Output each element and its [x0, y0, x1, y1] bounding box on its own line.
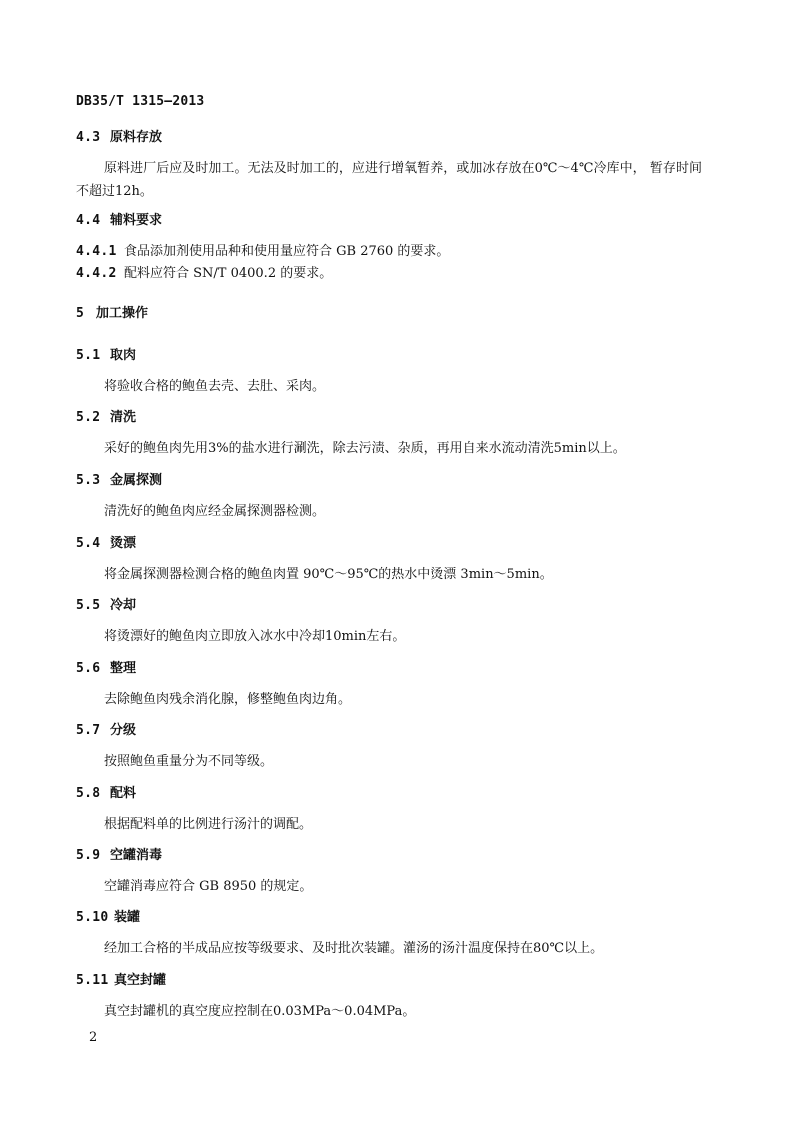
section-number: 5.7 — [76, 723, 101, 738]
section-paragraph-5-3: 清洗好的鲍鱼肉应经金属探测器检测。 — [104, 504, 326, 519]
section-heading-5-2 — [76, 408, 136, 428]
section-title: 冷却 — [110, 598, 137, 613]
clause-number: 4.4.1 — [76, 244, 117, 259]
section-title: 真空封罐 — [114, 973, 167, 988]
section-heading-4-3 — [76, 128, 162, 148]
section-paragraph-5-11: 真空封罐机的真空度应控制在0.03MPa～0.04MPa。 — [104, 1004, 416, 1019]
section-title: 取肉 — [110, 348, 137, 363]
section-heading-5-10 — [76, 908, 140, 928]
section-number: 5.6 — [76, 661, 101, 676]
section-heading-5-6 — [76, 659, 136, 679]
section-paragraph-5-8: 根据配料单的比例进行汤汁的调配。 — [104, 817, 313, 832]
section-heading-5-4 — [76, 534, 136, 554]
section-heading-5-1 — [76, 346, 136, 366]
section-title: 辅料要求 — [110, 213, 163, 228]
section-heading-5-7 — [76, 721, 136, 741]
section-paragraph-5-9: 空罐消毒应符合 GB 8950 的规定。 — [104, 879, 313, 894]
section-heading-5-9 — [76, 846, 162, 866]
clause-4-4-2 — [76, 264, 332, 284]
section-number: 5.10 — [76, 910, 109, 925]
document-code: DB35/T 1315—2013 — [76, 94, 205, 109]
section-number: 5.2 — [76, 410, 101, 425]
section-title: 原料存放 — [110, 130, 163, 145]
section-number: 4.3 — [76, 130, 101, 145]
chapter-heading-5 — [76, 304, 148, 324]
section-title: 烫漂 — [110, 536, 137, 551]
section-heading-5-8 — [76, 784, 136, 804]
section-paragraph-5-5: 将烫漂好的鲍鱼肉立即放入冰水中冷却10min左右。 — [104, 629, 406, 644]
clause-4-4-1 — [76, 242, 449, 262]
section-title: 清洗 — [110, 410, 137, 425]
section-number: 5.4 — [76, 536, 101, 551]
clause-number: 4.4.2 — [76, 266, 117, 281]
section-title: 整理 — [110, 661, 137, 676]
section-paragraph-5-1: 将验收合格的鲍鱼去壳、去肚、采肉。 — [104, 379, 326, 394]
section-title: 金属探测 — [110, 473, 163, 488]
section-paragraph-5-7: 按照鲍鱼重量分为不同等级。 — [104, 754, 274, 769]
section-heading-4-4 — [76, 211, 162, 231]
clause-text: 食品添加剂使用品种和使用量应符合 GB 2760 的要求。 — [124, 244, 450, 259]
page-number: 2 — [89, 1030, 98, 1045]
section-number: 5.9 — [76, 848, 101, 863]
section-title: 分级 — [110, 723, 137, 738]
section-number: 5.5 — [76, 598, 101, 613]
section-title: 装罐 — [114, 910, 141, 925]
section-number: 5.1 — [76, 348, 101, 363]
section-paragraph-5-4: 将金属探测器检测合格的鲍鱼肉置 90℃～95℃的热水中烫漂 3min～5min。 — [104, 567, 553, 582]
section-number: 5.8 — [76, 786, 101, 801]
section-heading-5-3 — [76, 471, 162, 491]
section-number: 4.4 — [76, 213, 101, 228]
chapter-number: 5 — [76, 306, 85, 321]
section-title: 空罐消毒 — [110, 848, 163, 863]
chapter-title: 加工操作 — [96, 306, 149, 321]
section-number: 5.11 — [76, 973, 109, 988]
clause-text: 配料应符合 SN/T 0400.2 的要求。 — [124, 266, 333, 281]
section-title: 配料 — [110, 786, 137, 801]
section-number: 5.3 — [76, 473, 101, 488]
section-heading-5-11 — [76, 971, 166, 991]
section-heading-5-5 — [76, 596, 136, 616]
section-paragraph-4-3: 原料进厂后应及时加工。无法及时加工的，应进行增氧暂养，或加冰存放在0℃～4℃冷库中， 暂存时间不超过12h。 — [76, 161, 702, 199]
section-paragraph-5-2: 采好的鲍鱼肉先用3%的盐水进行涮洗，除去污渍、杂质，再用自来水流动清洗5min以上。 — [104, 441, 626, 456]
section-paragraph-5-6: 去除鲍鱼肉残余消化腺，修整鲍鱼肉边角。 — [104, 692, 352, 707]
section-paragraph-5-10: 经加工合格的半成品应按等级要求、及时批次装罐。灌汤的汤汁温度保持在80℃以上。 — [104, 941, 604, 956]
